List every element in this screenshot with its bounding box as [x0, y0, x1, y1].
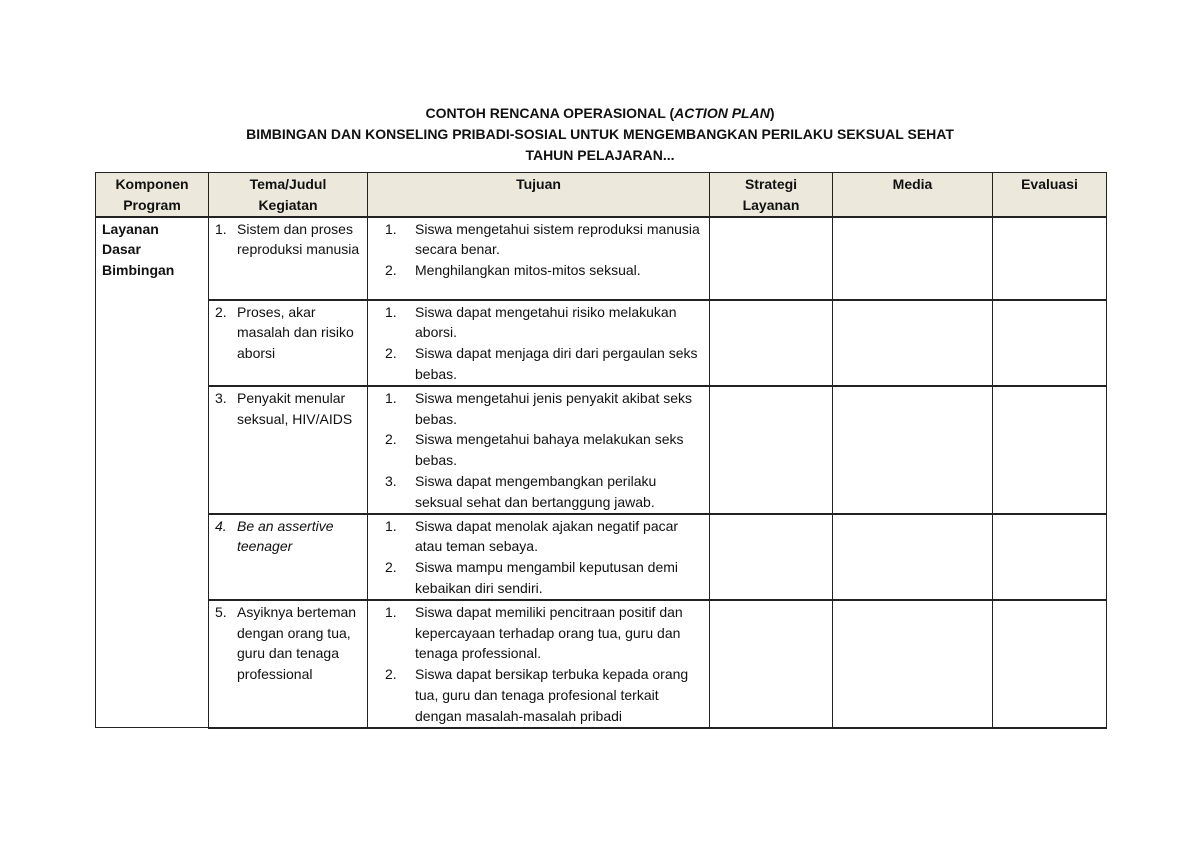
tujuan-item: 2. Siswa mengetahui bahaya melakukan seks bebas. [385, 431, 684, 469]
tema-cell: 2. Proses, akar masalah dan risiko aborsi [209, 300, 368, 386]
evaluasi-cell [993, 514, 1107, 600]
tujuan-item: 1. Siswa dapat menolak ajakan negatif pacar atau teman sebaya. [385, 517, 679, 555]
tujuan-cell [368, 217, 710, 300]
media-cell [833, 300, 993, 386]
tujuan-cell [368, 514, 710, 600]
strategi-cell [710, 300, 833, 386]
header-evaluasi: Evaluasi [993, 173, 1107, 217]
evaluasi-cell [993, 300, 1107, 386]
header-tema-judul-kegiatan: Tema/Judul Kegiatan [209, 173, 368, 217]
header-tujuan: Tujuan [368, 173, 710, 217]
tema-cell: 3. Penyakit menular seksual, HIV/AIDS [209, 386, 368, 514]
header-strategi-layanan: Strategi Layanan [710, 173, 833, 217]
media-cell [833, 600, 993, 728]
tujuan-item: 1. Siswa dapat mengetahui risiko melakukan aborsi. [385, 303, 677, 341]
action-plan-table [95, 172, 1107, 729]
title-line-2: BIMBINGAN DAN KONSELING PRIBADI-SOSIAL UNTUK MENGEMBANGKAN PERILAKU SEKSUAL SEHAT [246, 126, 954, 142]
document-title-block [0, 103, 1200, 166]
table-header-row [96, 173, 1107, 217]
tujuan-item: 1. Siswa mengetahui jenis penyakit akibat seks bebas. [385, 389, 693, 427]
header-komponen-program: Komponen Program [96, 173, 209, 217]
evaluasi-cell [993, 386, 1107, 514]
title-line-3: TAHUN PELAJARAN... [525, 147, 675, 163]
strategi-cell [710, 600, 833, 728]
header-media: Media [833, 173, 993, 217]
strategi-cell [710, 386, 833, 514]
tujuan-item: 2. Menghilangkan mitos-mitos seksual. [385, 262, 641, 279]
media-cell [833, 514, 993, 600]
tujuan-item: 1. Siswa dapat memiliki pencitraan positif dan kepercayaan terhadap orang tua, guru dan tenaga professional. [385, 603, 683, 662]
evaluasi-cell [993, 600, 1107, 728]
tujuan-item: 3. Siswa dapat mengembangkan perilaku seksual sehat dan bertanggung jawab. [385, 472, 657, 510]
tujuan-item: 2. Siswa mampu mengambil keputusan demi kebaikan diri sendiri. [385, 559, 679, 596]
table-row [96, 217, 1107, 300]
komponen-program-cell: Layanan Dasar Bimbingan [96, 217, 209, 728]
tujuan-item: 2. Siswa dapat bersikap terbuka kepada orang tua, guru dan tenaga profesional terkait dengan masalah-masalah pribadi [385, 666, 689, 724]
tujuan-cell [368, 300, 710, 386]
media-cell [833, 386, 993, 514]
evaluasi-cell [993, 217, 1107, 300]
table-row [96, 600, 1107, 728]
strategi-cell [710, 514, 833, 600]
tujuan-cell [368, 600, 710, 728]
table-row [96, 386, 1107, 514]
media-cell [833, 217, 993, 300]
tema-cell: 1. Sistem dan proses reproduksi manusia [209, 217, 368, 300]
title-line-1: CONTOH RENCANA OPERASIONAL (ACTION PLAN) [425, 105, 775, 121]
tujuan-item: 1. Siswa mengetahui sistem reproduksi manusia secara benar. [385, 220, 700, 258]
tujuan-cell [368, 386, 710, 514]
table-row [96, 514, 1107, 600]
table-row [96, 300, 1107, 386]
tujuan-item: 2. Siswa dapat menjaga diri dari pergaulan seks bebas. [385, 345, 698, 382]
tema-cell: 4. Be an assertive teenager [209, 514, 368, 600]
tema-cell: 5. Asyiknya berteman dengan orang tua, guru dan tenaga professional [209, 600, 368, 728]
strategi-cell [710, 217, 833, 300]
